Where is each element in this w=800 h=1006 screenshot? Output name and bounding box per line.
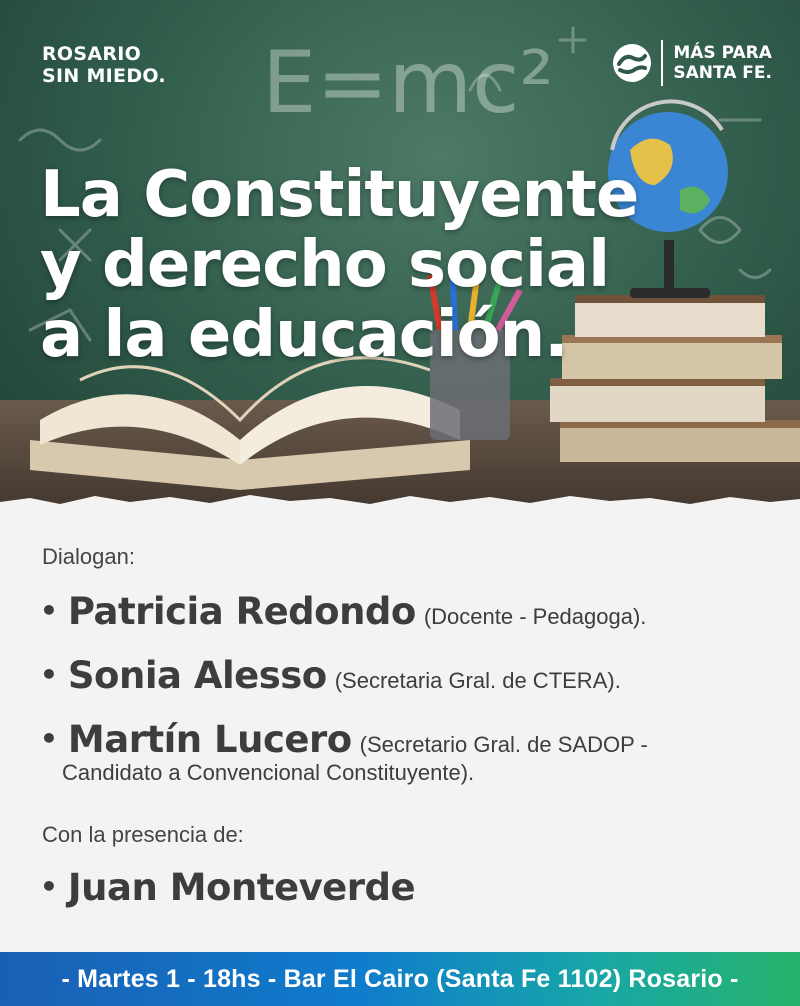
- speakers-section: [0, 520, 800, 952]
- speaker-item: [40, 654, 621, 697]
- speaker-role: (Docente - Pedagoga).: [423, 604, 647, 629]
- speaker-name: Sonia Alesso: [67, 654, 327, 697]
- brand-left-line1: ROSARIO: [42, 43, 142, 65]
- speaker-role-continued: Candidato a Convencional Constituyente).: [62, 760, 475, 785]
- logo-divider: [661, 40, 663, 86]
- mas-para-santa-fe-logo: [611, 40, 772, 86]
- dialogan-label: Dialogan:: [42, 544, 135, 569]
- event-details-banner: - Martes 1 - 18hs - Bar El Cairo (Santa Fe 1102) Rosario -: [0, 952, 800, 1006]
- brand-left-line2: SIN MIEDO.: [42, 65, 166, 87]
- open-book-icon: [30, 358, 470, 490]
- handshake-logo-icon: [611, 42, 653, 84]
- rosario-sin-miedo-logo: [42, 43, 166, 87]
- bullet: •: [40, 594, 58, 627]
- bullet: •: [40, 722, 58, 755]
- guest-item: [40, 866, 415, 909]
- brand-right-line2: SANTA FE.: [673, 63, 772, 83]
- speaker-item: [40, 590, 646, 633]
- speaker-name: Martín Lucero: [67, 718, 352, 761]
- title-line3: a la educación.: [40, 298, 568, 372]
- speaker-item: [40, 718, 648, 761]
- event-title: [40, 160, 638, 370]
- brand-right-line1: MÁS PARA: [673, 43, 772, 63]
- presence-label: Con la presencia de:: [42, 822, 244, 847]
- speaker-role: (Secretaria Gral. de CTERA).: [334, 668, 621, 693]
- bullet: •: [40, 870, 58, 903]
- chalk-formula: E=mc²: [262, 33, 554, 133]
- title-line1: La Constituyente: [40, 158, 639, 232]
- speaker-role: (Secretario Gral. de SADOP -: [359, 732, 648, 757]
- bullet: •: [40, 658, 58, 691]
- guest-name: Juan Monteverde: [67, 866, 416, 909]
- speaker-name: Patricia Redondo: [67, 590, 416, 633]
- title-line2: y derecho social: [40, 228, 609, 302]
